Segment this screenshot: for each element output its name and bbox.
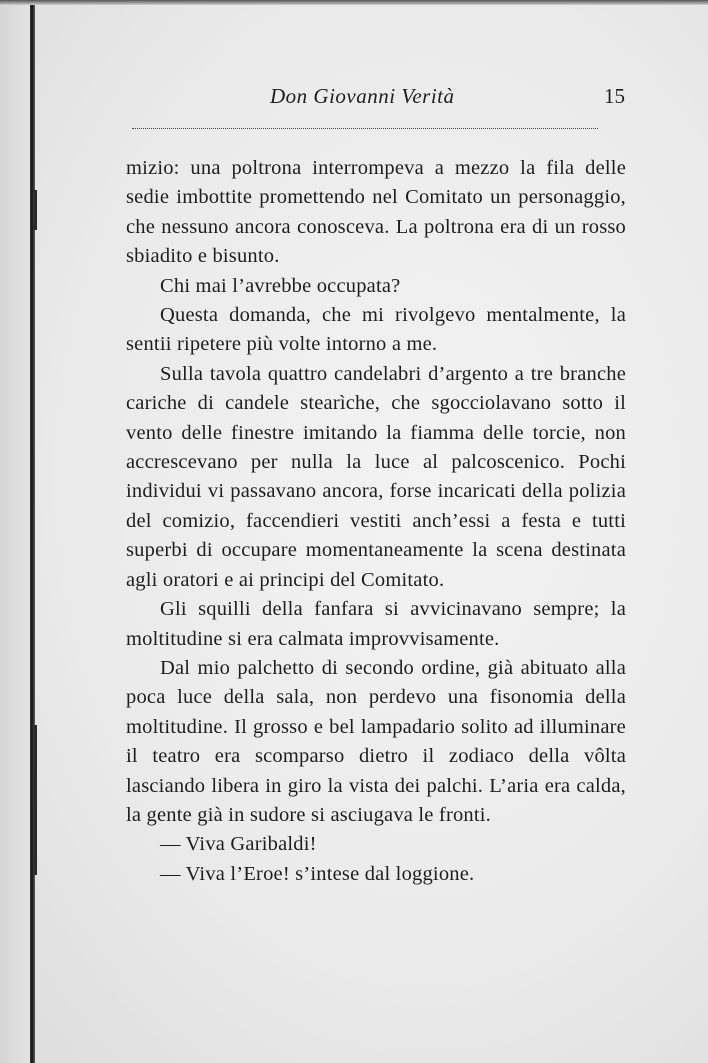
header-rule — [132, 128, 598, 129]
binding-shadow — [0, 0, 30, 1063]
paragraph: Chi mai l’avrebbe occupata? — [160, 274, 401, 297]
binding-mark — [34, 190, 37, 230]
paragraph: mizio: una poltrona interrompeva a mezzo la fila delle sedie imbottite promettendo nel Comitato un personaggio, che nessuno ancora conosceva. La poltrona era di un rosso sbiadito e bisunto. — [126, 157, 626, 268]
paragraph: Sulla tavola quattro candelabri d’argento a tre branche cariche di candele stearìche, che sgocciolavano sotto il vento delle finestre imitando la fiamma delle torcie, non accrescevano per nulla la luce al palcoscenico. Pochi individui vi passavano ancora, forse incaricati della polizia del comizio, faccendieri vestiti anch’essi a festa e tutti superbi di occupare momentaneamente la scena destinata agli oratori e ai principi del Comitato. — [126, 362, 626, 591]
page-number: 15 — [604, 84, 625, 108]
binding-edge — [30, 0, 35, 1063]
binding-mark — [34, 725, 37, 875]
paragraph: Questa domanda, che mi rivolgevo mentalmente, la sentii ripetere più volte intorno a me. — [126, 304, 626, 356]
body-text — [126, 154, 626, 889]
running-title: Don Giovanni Verità — [270, 84, 455, 108]
top-edge — [0, 0, 708, 5]
paragraph: Dal mio palchetto di secondo ordine, già abituato alla poca luce della sala, non perdevo una fisonomia della moltitudine. Il grosso e bel lampadario solito ad illuminare il teatro era scomparso dietro il zodiaco della vôlta lasciando libera in giro la vista dei palchi. L’aria era calda, la gente già in sudore si asciugava le fronti. — [126, 656, 626, 826]
paragraph: Gli squilli della fanfara si avvicinavano sempre; la moltitudine si era calmata improvvisamente. — [126, 598, 626, 650]
dialog-line: — Viva Garibaldi! — [160, 833, 317, 856]
dialog-line: — Viva l’Eroe! s’intese dal loggione. — [160, 862, 475, 885]
